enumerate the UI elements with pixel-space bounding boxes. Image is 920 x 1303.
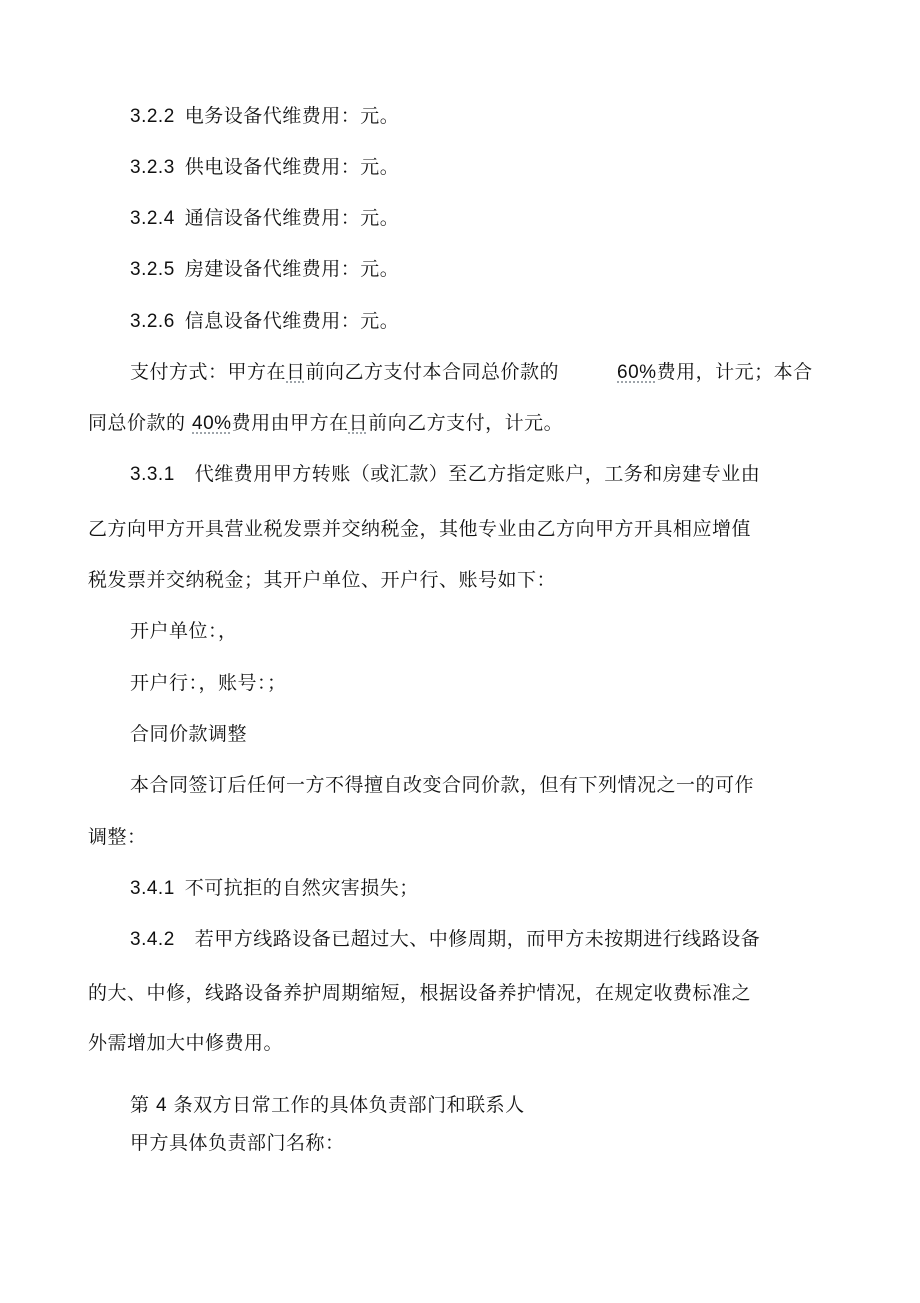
clause-number: 3.4.2 (130, 929, 175, 950)
payment-line-1 (130, 360, 813, 385)
payment-text: 费用，计元；本合 (656, 361, 813, 383)
price-adjust-heading: 合同价款调整 (130, 723, 248, 745)
clause-3-3-1-line-1 (130, 462, 760, 487)
percent-60: 60% (617, 362, 657, 383)
clause-3-2-5 (130, 257, 399, 282)
clause-number: 3.2.2 (130, 106, 175, 127)
article-prefix: 第 (130, 1094, 157, 1116)
clause-text: 房建设备代维费用：元。 (184, 258, 400, 280)
clause-3-4-2-line-2: 的大、中修，线路设备养护周期缩短，根据设备养护情况，在规定收费标准之 (88, 982, 752, 1004)
party-a-dept: 甲方具体负责部门名称： (130, 1132, 345, 1154)
clause-number: 3.3.1 (130, 464, 175, 485)
clause-3-2-2 (130, 104, 399, 129)
article-number: 4 (156, 1095, 168, 1116)
price-adjust-para-line-2: 调整： (88, 826, 147, 848)
payment-text: 费用由甲方在 (231, 412, 349, 434)
payment-text: 前向乙方支付本合同总价款的 (305, 361, 560, 383)
clause-text: 电务设备代维费用：元。 (184, 105, 400, 127)
article-4-heading (130, 1093, 525, 1118)
clause-text: 信息设备代维费用：元。 (184, 310, 400, 332)
clause-number: 3.2.6 (130, 311, 175, 332)
clause-3-3-1-line-2: 乙方向甲方开具营业税发票并交纳税金，其他专业由乙方向甲方开具相应增值 (88, 518, 752, 540)
price-adjust-para-line-1: 本合同签订后任何一方不得擅自改变合同价款，但有下列情况之一的可作 (130, 774, 755, 796)
clause-number: 3.2.3 (130, 157, 175, 178)
clause-3-3-1-line-3: 税发票并交纳税金；其开户单位、开户行、账号如下： (88, 569, 557, 591)
payment-text: 同总价款的 (88, 412, 193, 434)
clause-text: 代维费用甲方转账（或汇款）至乙方指定账户，工务和房建专业由 (194, 463, 761, 485)
clause-3-2-3 (130, 155, 399, 180)
clause-text: 供电设备代维费用：元。 (184, 156, 400, 178)
date-blank: 日 (286, 361, 306, 383)
bank-branch-account: 开户行：，账号：； (130, 672, 287, 694)
payment-text: 支付方式：甲方在 (130, 361, 287, 383)
payment-line-2 (88, 411, 563, 436)
clause-text: 不可抗拒的自然灾害损失； (184, 877, 419, 899)
clause-3-4-1 (130, 876, 419, 901)
clause-text: 若甲方线路设备已超过大、中修周期，而甲方未按期进行线路设备 (194, 928, 761, 950)
clause-3-4-2-line-3: 外需增加大中修费用。 (88, 1032, 284, 1054)
clause-text: 通信设备代维费用：元。 (184, 207, 400, 229)
article-title: 条双方日常工作的具体负责部门和联系人 (167, 1094, 525, 1116)
clause-number: 3.2.4 (130, 208, 175, 229)
percent-40: 40% (192, 413, 232, 434)
payment-text: 前向乙方支付，计元。 (368, 412, 564, 434)
clause-3-2-4 (130, 206, 399, 231)
bank-unit: 开户单位：， (130, 620, 238, 642)
clause-3-4-2-line-1 (130, 927, 760, 952)
clause-3-2-6 (130, 309, 399, 334)
clause-number: 3.4.1 (130, 878, 175, 899)
clause-number: 3.2.5 (130, 259, 175, 280)
date-blank: 日 (348, 412, 369, 434)
